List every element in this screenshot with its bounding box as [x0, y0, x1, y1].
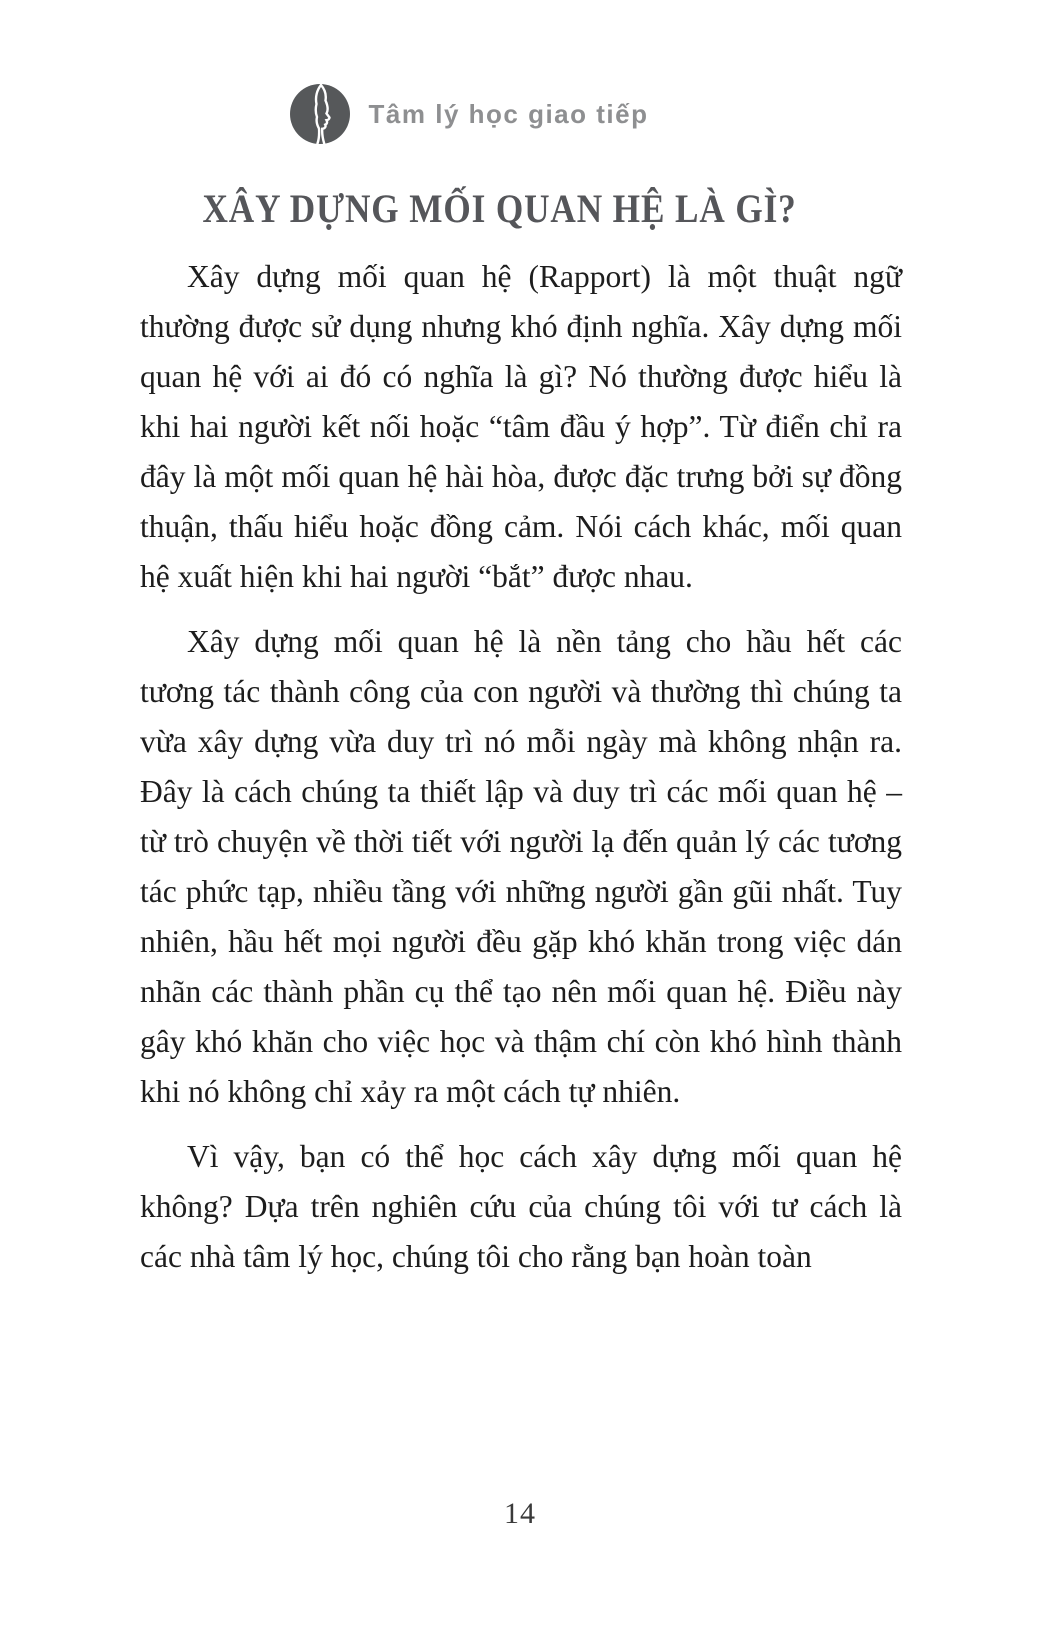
brand-text: Tâm lý học giao tiếp: [368, 98, 649, 129]
chapter-title: [0, 186, 1020, 232]
paragraph-3: Vì vậy, bạn có thể học cách xây dựng mối quan hệ không? Dựa trên nghiên cứu của chúng tôi với tư cách là các nhà tâm lý học, chúng tôi cho rằng bạn hoàn toàn: [140, 1139, 902, 1274]
body-text: [140, 252, 902, 1297]
paragraph-2: Xây dựng mối quan hệ là nền tảng cho hầu hết các tương tác thành công của con người và thường thì chúng ta vừa xây dựng vừa duy trì nó mỗi ngày mà không nhận ra. Đây là cách chúng ta thiết lập và duy trì các mối quan hệ – từ trò chuyện về thời tiết với người lạ đến quản lý các tương tác phức tạp, nhiều tầng với những người gần gũi nhất. Tuy nhiên, hầu hết mọi người đều gặp khó khăn trong việc dán nhãn các thành phần cụ thể tạo nên mối quan hệ. Điều này gây khó khăn cho việc học và thậm chí còn khó hình thành khi nó không chỉ xảy ra một cách tự nhiên.: [140, 624, 902, 1109]
paragraph-1: Xây dựng mối quan hệ (Rapport) là một thuật ngữ thường được sử dụng nhưng khó định nghĩa. Xây dựng mối quan hệ với ai đó có nghĩa là gì? Nó thường được hiểu là khi hai người kết nối hoặc “tâm đầu ý hợp”. Từ điển chỉ ra đây là một mối quan hệ hài hòa, được đặc trưng bởi sự đồng thuận, thấu hiểu hoặc đồng cảm. Nói cách khác, mối quan hệ xuất hiện khi hai người “bắt” được nhau.: [140, 259, 902, 594]
chapter-title-text: XÂY DỰNG MỐI QUAN HỆ LÀ GÌ?: [202, 186, 798, 231]
page-footer: [0, 1497, 1040, 1531]
page-number: 14: [504, 1497, 536, 1530]
face-profile-icon: [288, 82, 352, 146]
page-header: [0, 82, 988, 146]
